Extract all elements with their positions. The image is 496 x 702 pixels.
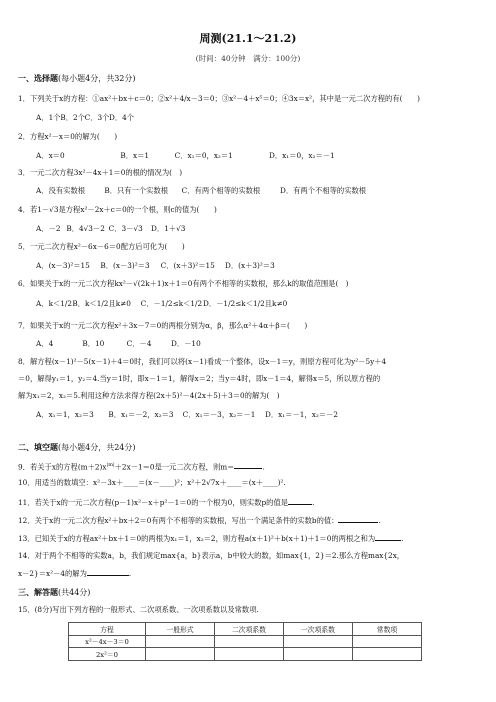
answer-blank[interactable] <box>375 533 401 541</box>
answer-cell[interactable] <box>146 635 215 648</box>
section-answer-heading: 三、解答题(共44分) <box>18 587 91 597</box>
table-header: 二次项系数 <box>215 623 284 636</box>
page-subtitle: (时间：40分钟 满分：100分) <box>195 54 301 63</box>
question-1-stem: 1．下列关于x的方程：①ax²＋bx＋c＝0；②x²＋4/x－3＝0；③x²－4＋x⁵＝0；④3x＝x²，其中是一元二次方程的有( ) <box>18 94 420 103</box>
table-header: 方程 <box>69 623 146 636</box>
answer-cell[interactable] <box>146 648 215 661</box>
question-14-line-2: x－2}＝x²－4的解为 . <box>18 569 132 578</box>
question-7-stem: 7．如果关于x的一元二次方程x²＋3x－7＝0的两根分别为α，β，那么α²＋4α＋β＝( ) <box>18 321 308 330</box>
question-4-stem: 4．若1－√3是方程x²－2x＋c＝0的一个根，则c的值为( ) <box>18 205 217 214</box>
question-7-options: A．4 B．10 C．－4 D．－10 <box>36 339 201 348</box>
question-15-table <box>68 622 422 661</box>
question-15-stem: 15．(8分)写出下列方程的一般形式、二次项系数、一次项系数以及常数项. <box>18 605 259 614</box>
answer-blank[interactable] <box>338 515 378 523</box>
question-3-stem: 3．一元二次方程3x²－4x＋1＝0的根的情况为( ) <box>18 168 183 177</box>
answer-blank[interactable] <box>87 568 129 576</box>
table-header: 一次项系数 <box>284 623 353 636</box>
equation-cell: x²－4x－3＝0 <box>69 635 146 648</box>
question-10: 10．用适当的数填空：x²－3x＋____＝(x－____)²；x²＋2√7x＋____＝(x＋____)². <box>18 478 286 487</box>
question-4-options: A．－2 B．4√3－2 C．3－√3 D．1＋√3 <box>36 224 186 233</box>
question-12: 12．关于x的一元二次方程x²＋bx＋2＝0有两个不相等的实数根，写出一个满足条件的实数b的值： . <box>18 516 381 525</box>
section-choice-heading: 一、选择题(每小题4分，共32分) <box>18 73 136 83</box>
question-8-line-2: ＝0，解得y₁＝1，y₂＝4.当y＝1时，即x－1＝1，解得x＝2；当y＝4时，即x－1＝4，解得x＝5，所以原方程的 <box>18 374 381 383</box>
question-14-line-1: 14．对于两个不相等的实数a，b，我们规定max{a，b}表示a，b中较大的数，如max{1，2}＝2.那么方程max{2x， <box>18 551 405 560</box>
question-8-options: A．x₁＝1，x₂＝3 B．x₁＝－2，x₂＝3 C．x₁＝－3，x₂＝－1 D．x₁＝－1，x₂＝－2 <box>36 410 338 419</box>
answer-blank[interactable] <box>288 497 312 505</box>
question-5-options: A．(x－3)²＝15 B．(x－3)²＝3 C．(x＋3)²＝15 D．(x＋3)²＝3 <box>36 261 275 270</box>
table-header: 常数项 <box>353 623 422 636</box>
answer-cell[interactable] <box>215 635 284 648</box>
page-title: 周测(21.1～21.2) <box>199 32 297 45</box>
question-6-options: A．k＜1/2 B．k＜1/2且k≠0 C．－1/2≤k＜1/2 D．－1/2≤k＜1/2且k≠0 <box>36 299 288 308</box>
question-8-line-3: 解为x₁＝2，x₂＝5.利用这种方法求得方程(2x＋5)²－4(2x＋5)＋3＝0的解为( ) <box>18 391 280 400</box>
equation-cell: 2x²＝0 <box>69 648 146 661</box>
question-9: 9．若关于x的方程$(m+2)x^{|m|}+2x-1=0$是一元二次方程，则m＝ . <box>18 462 265 472</box>
question-3-options: A．没有实数根 B．只有一个实数根 C．有两个相等的实数根 D．有两个不相等的实数根 <box>36 186 367 195</box>
table-header: 一般形式 <box>146 623 215 636</box>
answer-blank[interactable] <box>234 461 262 469</box>
question-2-options: A．x＝0 B．x＝1 C．x₁＝0，x₂＝1 D．x₁＝0，x₂＝－1 <box>36 151 335 160</box>
table-row <box>69 635 422 648</box>
answer-cell[interactable] <box>215 648 284 661</box>
answer-cell[interactable] <box>284 635 353 648</box>
table-header-row <box>69 623 422 636</box>
section-fill-heading: 二、填空题(每小题4分，共24分) <box>18 442 136 452</box>
question-2-stem: 2．方程x²－x＝0的解为( ) <box>18 132 118 141</box>
question-8-line-1: 8．解方程(x－1)²－5(x－1)＋4＝0时，我们可以将(x－1)看成一个整体，设x－1＝y，则原方程可化为y²－5y＋4 <box>18 357 387 366</box>
question-11: 11．若关于x的一元二次方程(p－1)x²－x＋p²－1＝0的一个根为0，则实数p的值是 . <box>18 498 315 507</box>
question-5-stem: 5．一元二次方程x²－6x－6＝0配方后可化为( ) <box>18 242 185 251</box>
answer-cell[interactable] <box>353 635 422 648</box>
answer-cell[interactable] <box>284 648 353 661</box>
answer-cell[interactable] <box>353 648 422 661</box>
question-1-options: A．1个 B．2个 C．3个 D．4个 <box>36 113 135 122</box>
question-6-stem: 6．如果关于x的一元二次方程kx²－√(2k＋1)x＋1＝0有两个不相等的实数根，那么k的取值范围是( ) <box>18 279 349 288</box>
table-row <box>69 648 422 661</box>
question-13: 13．已知关于x的方程ax²＋bx＋1＝0的两根为x₁＝1，x₂＝2，则方程a(x＋1)²＋b(x＋1)＋1＝0的两根之和为 . <box>18 534 404 543</box>
